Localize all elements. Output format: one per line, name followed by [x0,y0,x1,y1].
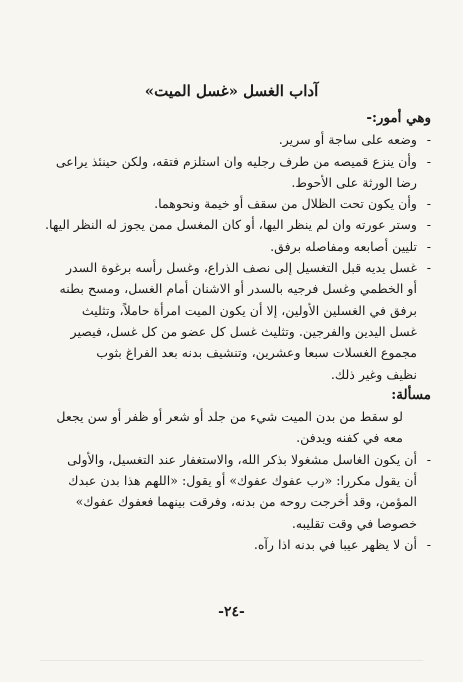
list-item [44,214,431,235]
item-line: أو الخطمي وغسل فرجيه بالسدر أو الاشنان أمام الغسل، ومسح بطنه [59,281,417,297]
item-line: رضا الورثة على الأحوط. [291,174,417,190]
item-line: وضعه على ساجة أو سرير. [278,132,417,148]
item-line: غسل اليدين والفرجين. وتثليث غسل كل عضو من كل غسل، فيصير [70,323,417,339]
footer-divider [40,660,423,661]
list-item [44,151,431,194]
item-line: أن لا يظهر عيبا في بدنه اذا رآه. [253,536,417,552]
list-item [44,449,431,534]
intro-heading: وهي أمور:- [366,110,431,126]
item-line: غسل يديه قبل التغسيل إلى نصف الذراع، وغسل رأسه برغوة السدر [65,260,417,276]
item-line: مجموع الغسلات سبعا وعشرين، وتنشيف بدنه بعد الفراغ بثوب [96,345,417,361]
masala-text [44,406,431,449]
bullet-dash: - [426,196,431,212]
bullet-dash: - [426,217,431,233]
item-line: برفق في الغسلين الأولين، إلا أن يكون الميت امرأة حاملاً، وتثليث [81,302,417,318]
bullet-dash: - [426,132,431,148]
bullet-dash: - [426,260,431,276]
masala-line: معه في كفنه ويدفن. [296,430,403,446]
bullet-dash: - [426,153,431,169]
item-line: أن يقول مكررا: «رب عفوك عفوك» أو يقول: «اللهم هذا بدن عبدك [68,473,417,489]
bullet-dash: - [426,451,431,467]
page-number: -٢٤- [218,604,245,620]
list-item [44,129,431,150]
list-item [44,257,431,385]
bullet-dash: - [426,536,431,552]
page-title: آداب الغسل «غسل الميت» [144,82,319,100]
item-line: أن يكون الغاسل مشغولا بذكر الله، والاستغفار عند التغسيل، والأولى [67,451,417,467]
item-list-1 [44,129,431,385]
masala-line: لو سقط من بدن الميت شيء من جلد أو شعر أو ظفر أو سن يجعل [56,409,403,425]
list-item [44,534,431,555]
list-item [44,193,431,214]
item-line: المؤمن، وقد أخرجت روحه من بدنه، وفرقت بينهما فعفوك عفوك» [75,494,417,510]
item-line: نظيف وغير ذلك. [330,366,417,382]
bullet-dash: - [426,238,431,254]
item-line: وأن يكون تحت الظلال من سقف أو خيمة ونحوهما. [154,196,417,212]
body-text [44,108,431,555]
item-line: تليين أصابعه ومفاصله برفق. [270,238,417,254]
item-list-2 [44,449,431,555]
list-item [44,236,431,257]
masala-heading: مسألة: [391,386,431,403]
item-line: وستر عورته وان لم ينظر اليها، أو كان المغسل ممن يجوز له النظر اليها. [44,217,417,233]
item-line: وأن ينزع قميصه من طرف رجليه وان استلزم فتقه، ولكن حينئذ يراعى [55,153,417,169]
item-line: خصوصا في وقت تقليبه. [291,515,417,531]
